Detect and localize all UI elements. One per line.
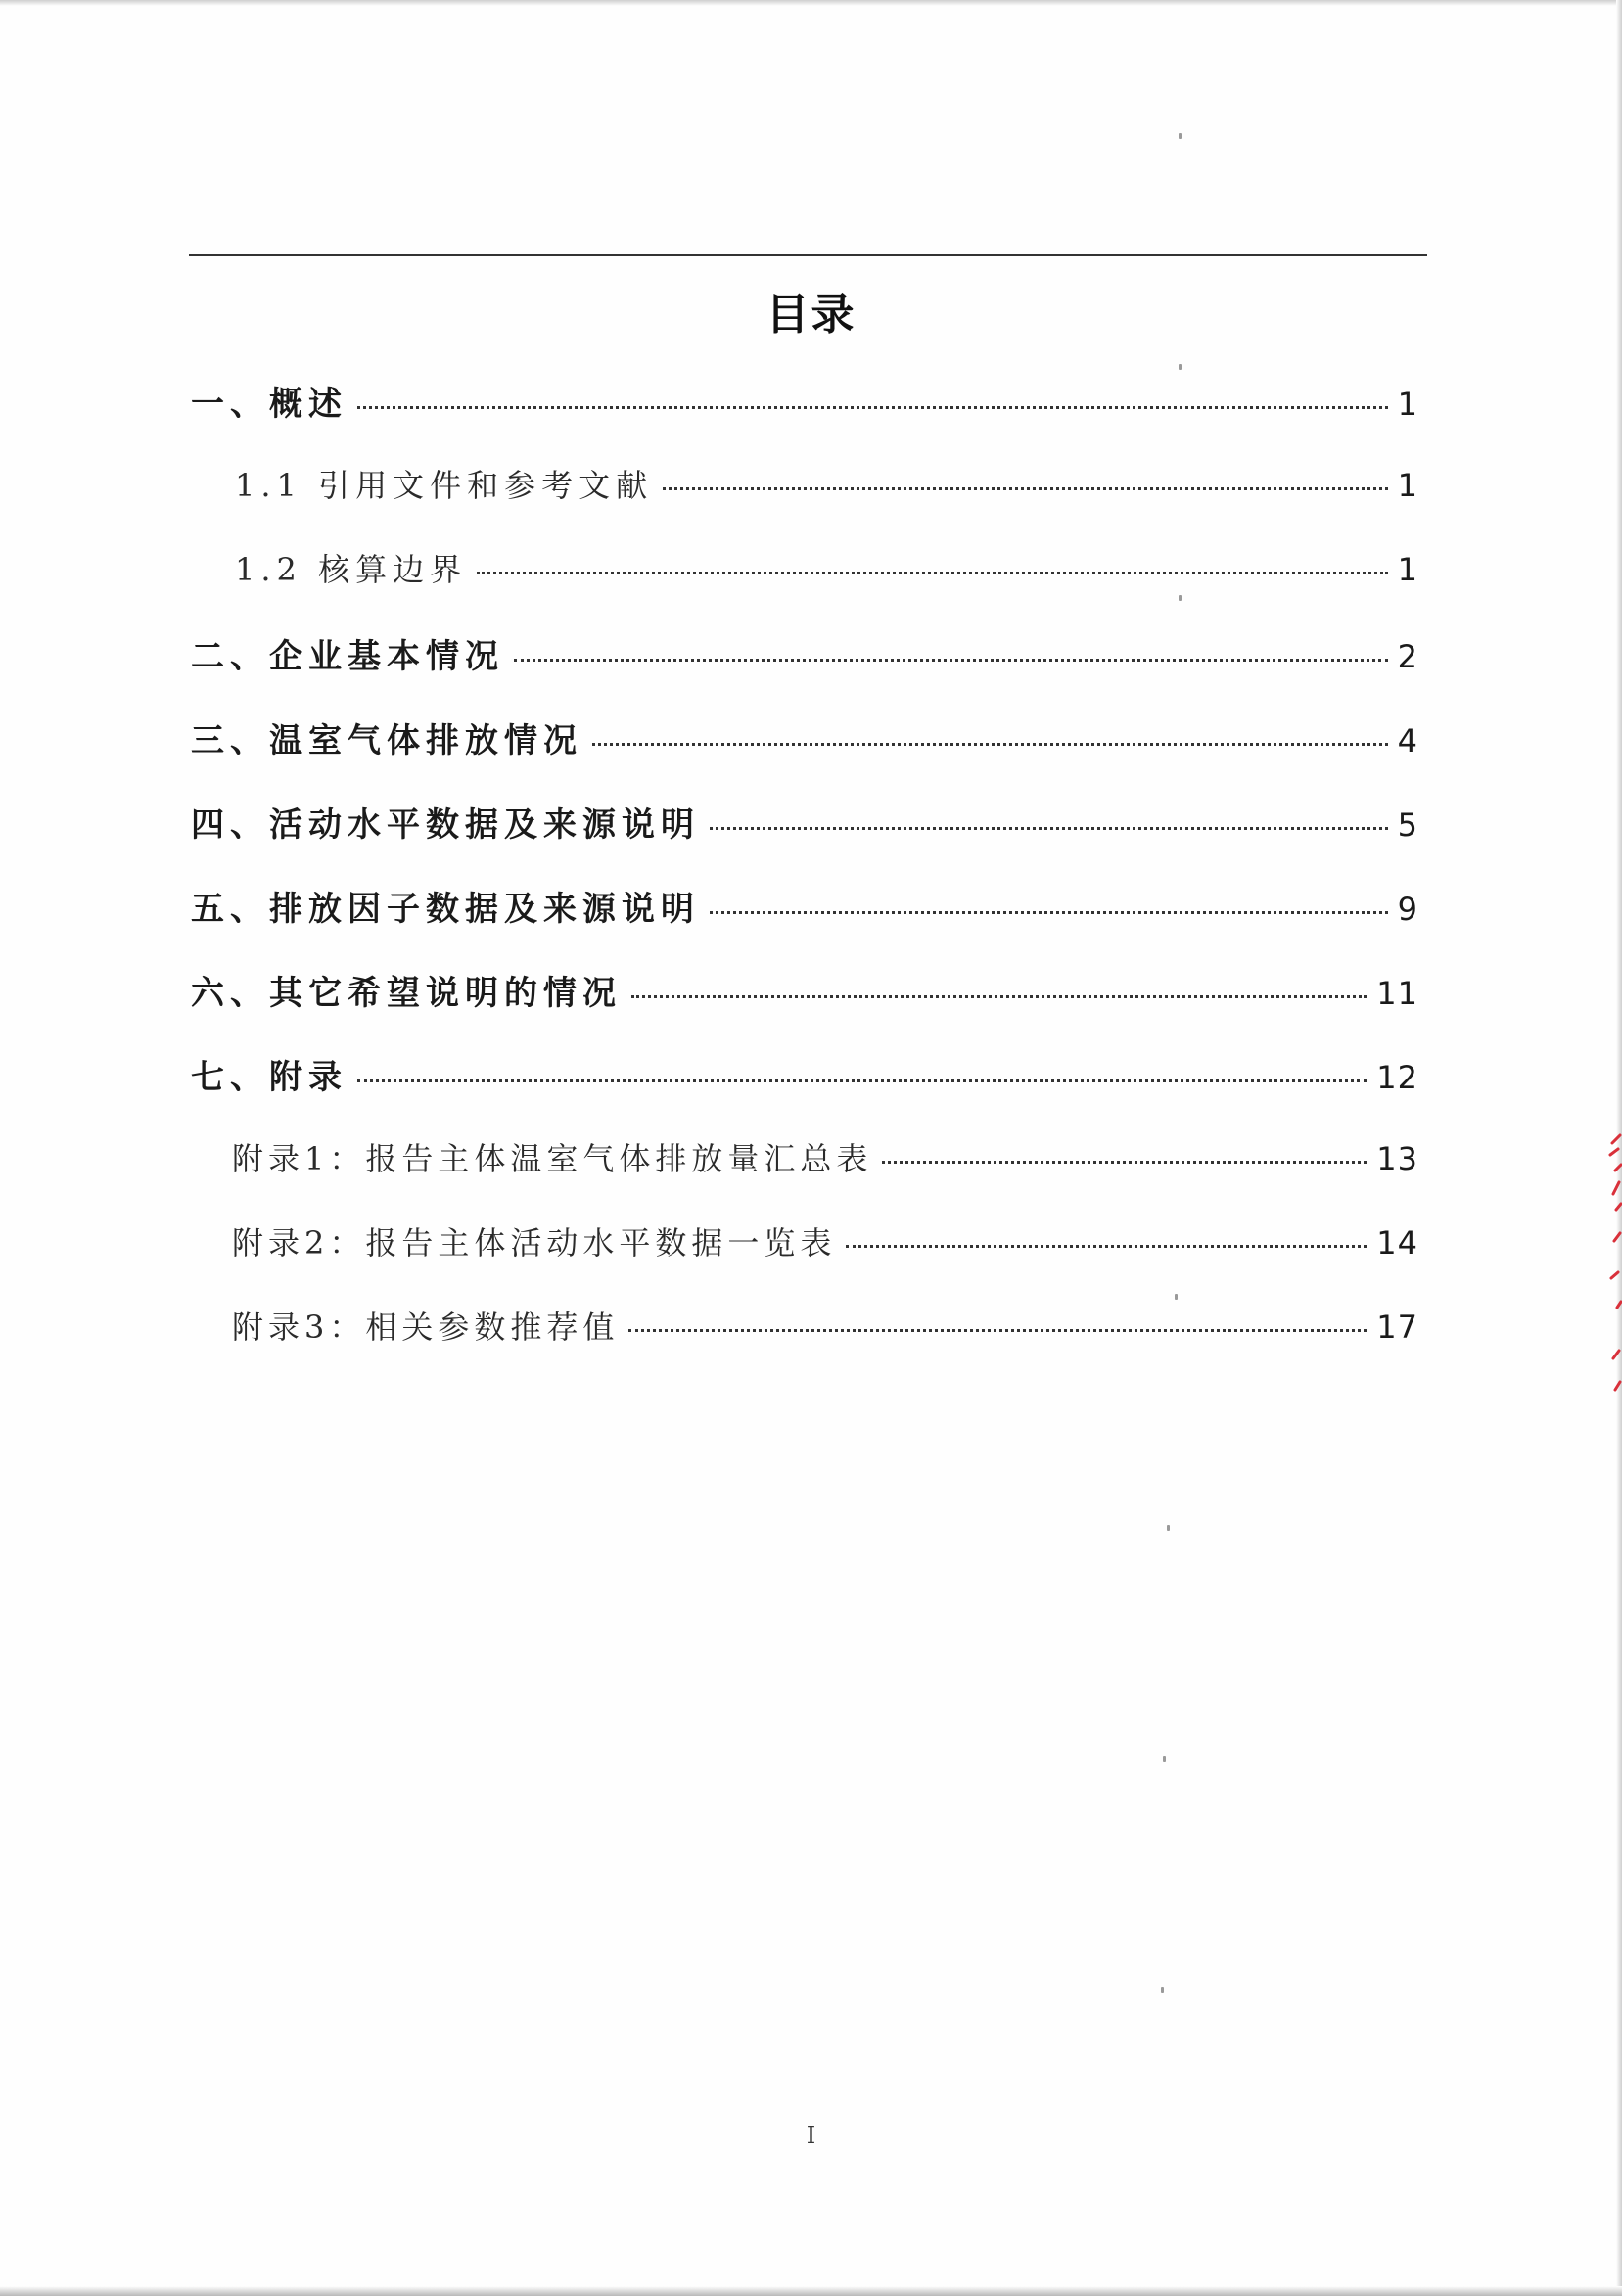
- toc-page-number: 11: [1376, 975, 1418, 1012]
- scan-speck: [1179, 364, 1182, 370]
- toc-page-number: 4: [1397, 722, 1418, 759]
- toc-title: 目录: [765, 290, 857, 340]
- toc-dot-leader: [846, 1245, 1367, 1248]
- toc-entry-other-notes[interactable]: [191, 966, 1418, 1015]
- toc-entry-appendix-1[interactable]: [232, 1134, 1418, 1183]
- toc-dot-leader: [477, 572, 1388, 574]
- toc-entry-label: 四、活动水平数据及来源说明: [191, 805, 700, 845]
- toc-dot-leader: [628, 1329, 1367, 1332]
- toc-entry-label: 七、附录: [191, 1058, 348, 1097]
- header-rule: [189, 254, 1427, 256]
- toc-entry-company-info[interactable]: [191, 629, 1418, 678]
- toc-entry-label: 附录2：报告主体活动水平数据一览表: [232, 1224, 837, 1262]
- toc-page-number: 1: [1397, 386, 1418, 423]
- toc-entry-boundary[interactable]: [235, 545, 1418, 594]
- scan-speck: [1179, 133, 1182, 139]
- toc-page-number: 9: [1397, 891, 1418, 928]
- toc-entry-label: 附录1：报告主体温室气体排放量汇总表: [232, 1140, 873, 1177]
- seal-stamp-fragment: [1606, 1125, 1622, 1419]
- toc-entry-emission-factors[interactable]: [191, 882, 1418, 931]
- toc-entry-label: 1.1 引用文件和参考文献: [235, 467, 654, 504]
- toc-entry-label: 六、其它希望说明的情况: [191, 974, 622, 1013]
- toc-dot-leader: [663, 487, 1388, 490]
- toc-dot-leader: [631, 995, 1367, 998]
- toc-page-number: 14: [1376, 1224, 1418, 1262]
- toc-entry-appendix[interactable]: [191, 1050, 1418, 1099]
- toc-page-number: 5: [1397, 806, 1418, 844]
- toc-entry-label: 1.2 核算边界: [235, 551, 468, 588]
- toc-entry-appendix-2[interactable]: [232, 1218, 1418, 1267]
- toc-dot-leader: [357, 1079, 1367, 1082]
- scan-edge-top: [0, 0, 1622, 6]
- toc-entry-label: 二、企业基本情况: [191, 637, 504, 676]
- toc-dot-leader: [357, 406, 1388, 409]
- toc-dot-leader: [710, 827, 1388, 830]
- toc-page-number: 13: [1376, 1140, 1418, 1177]
- toc-dot-leader: [882, 1161, 1367, 1164]
- scan-speck: [1167, 1525, 1170, 1531]
- toc-page-number: 1: [1397, 467, 1418, 504]
- toc-entry-ghg-emissions[interactable]: [191, 713, 1418, 762]
- toc-page-number: 1: [1397, 551, 1418, 588]
- toc-dot-leader: [514, 659, 1388, 662]
- scan-edge-bottom: [0, 2286, 1622, 2296]
- scan-speck: [1179, 595, 1182, 601]
- toc-page-number: 2: [1397, 638, 1418, 675]
- toc-entry-references[interactable]: [235, 461, 1418, 510]
- scan-speck: [1161, 1987, 1164, 1993]
- toc-entry-overview[interactable]: [191, 377, 1418, 426]
- toc-entry-appendix-3[interactable]: [232, 1303, 1418, 1352]
- footer-page-number: I: [806, 2122, 816, 2149]
- toc-dot-leader: [710, 911, 1388, 914]
- toc-entry-label: 一、概述: [191, 385, 348, 424]
- toc-entry-label: 附录3：相关参数推荐值: [232, 1309, 620, 1346]
- scan-speck: [1175, 1294, 1178, 1300]
- toc-entry-activity-data[interactable]: [191, 798, 1418, 847]
- toc-dot-leader: [592, 743, 1388, 746]
- toc-entry-label: 三、温室气体排放情况: [191, 721, 582, 760]
- toc-page-number: 12: [1376, 1059, 1418, 1096]
- toc-page-number: 17: [1376, 1309, 1418, 1346]
- scan-speck: [1163, 1756, 1166, 1762]
- toc-entry-label: 五、排放因子数据及来源说明: [191, 890, 700, 929]
